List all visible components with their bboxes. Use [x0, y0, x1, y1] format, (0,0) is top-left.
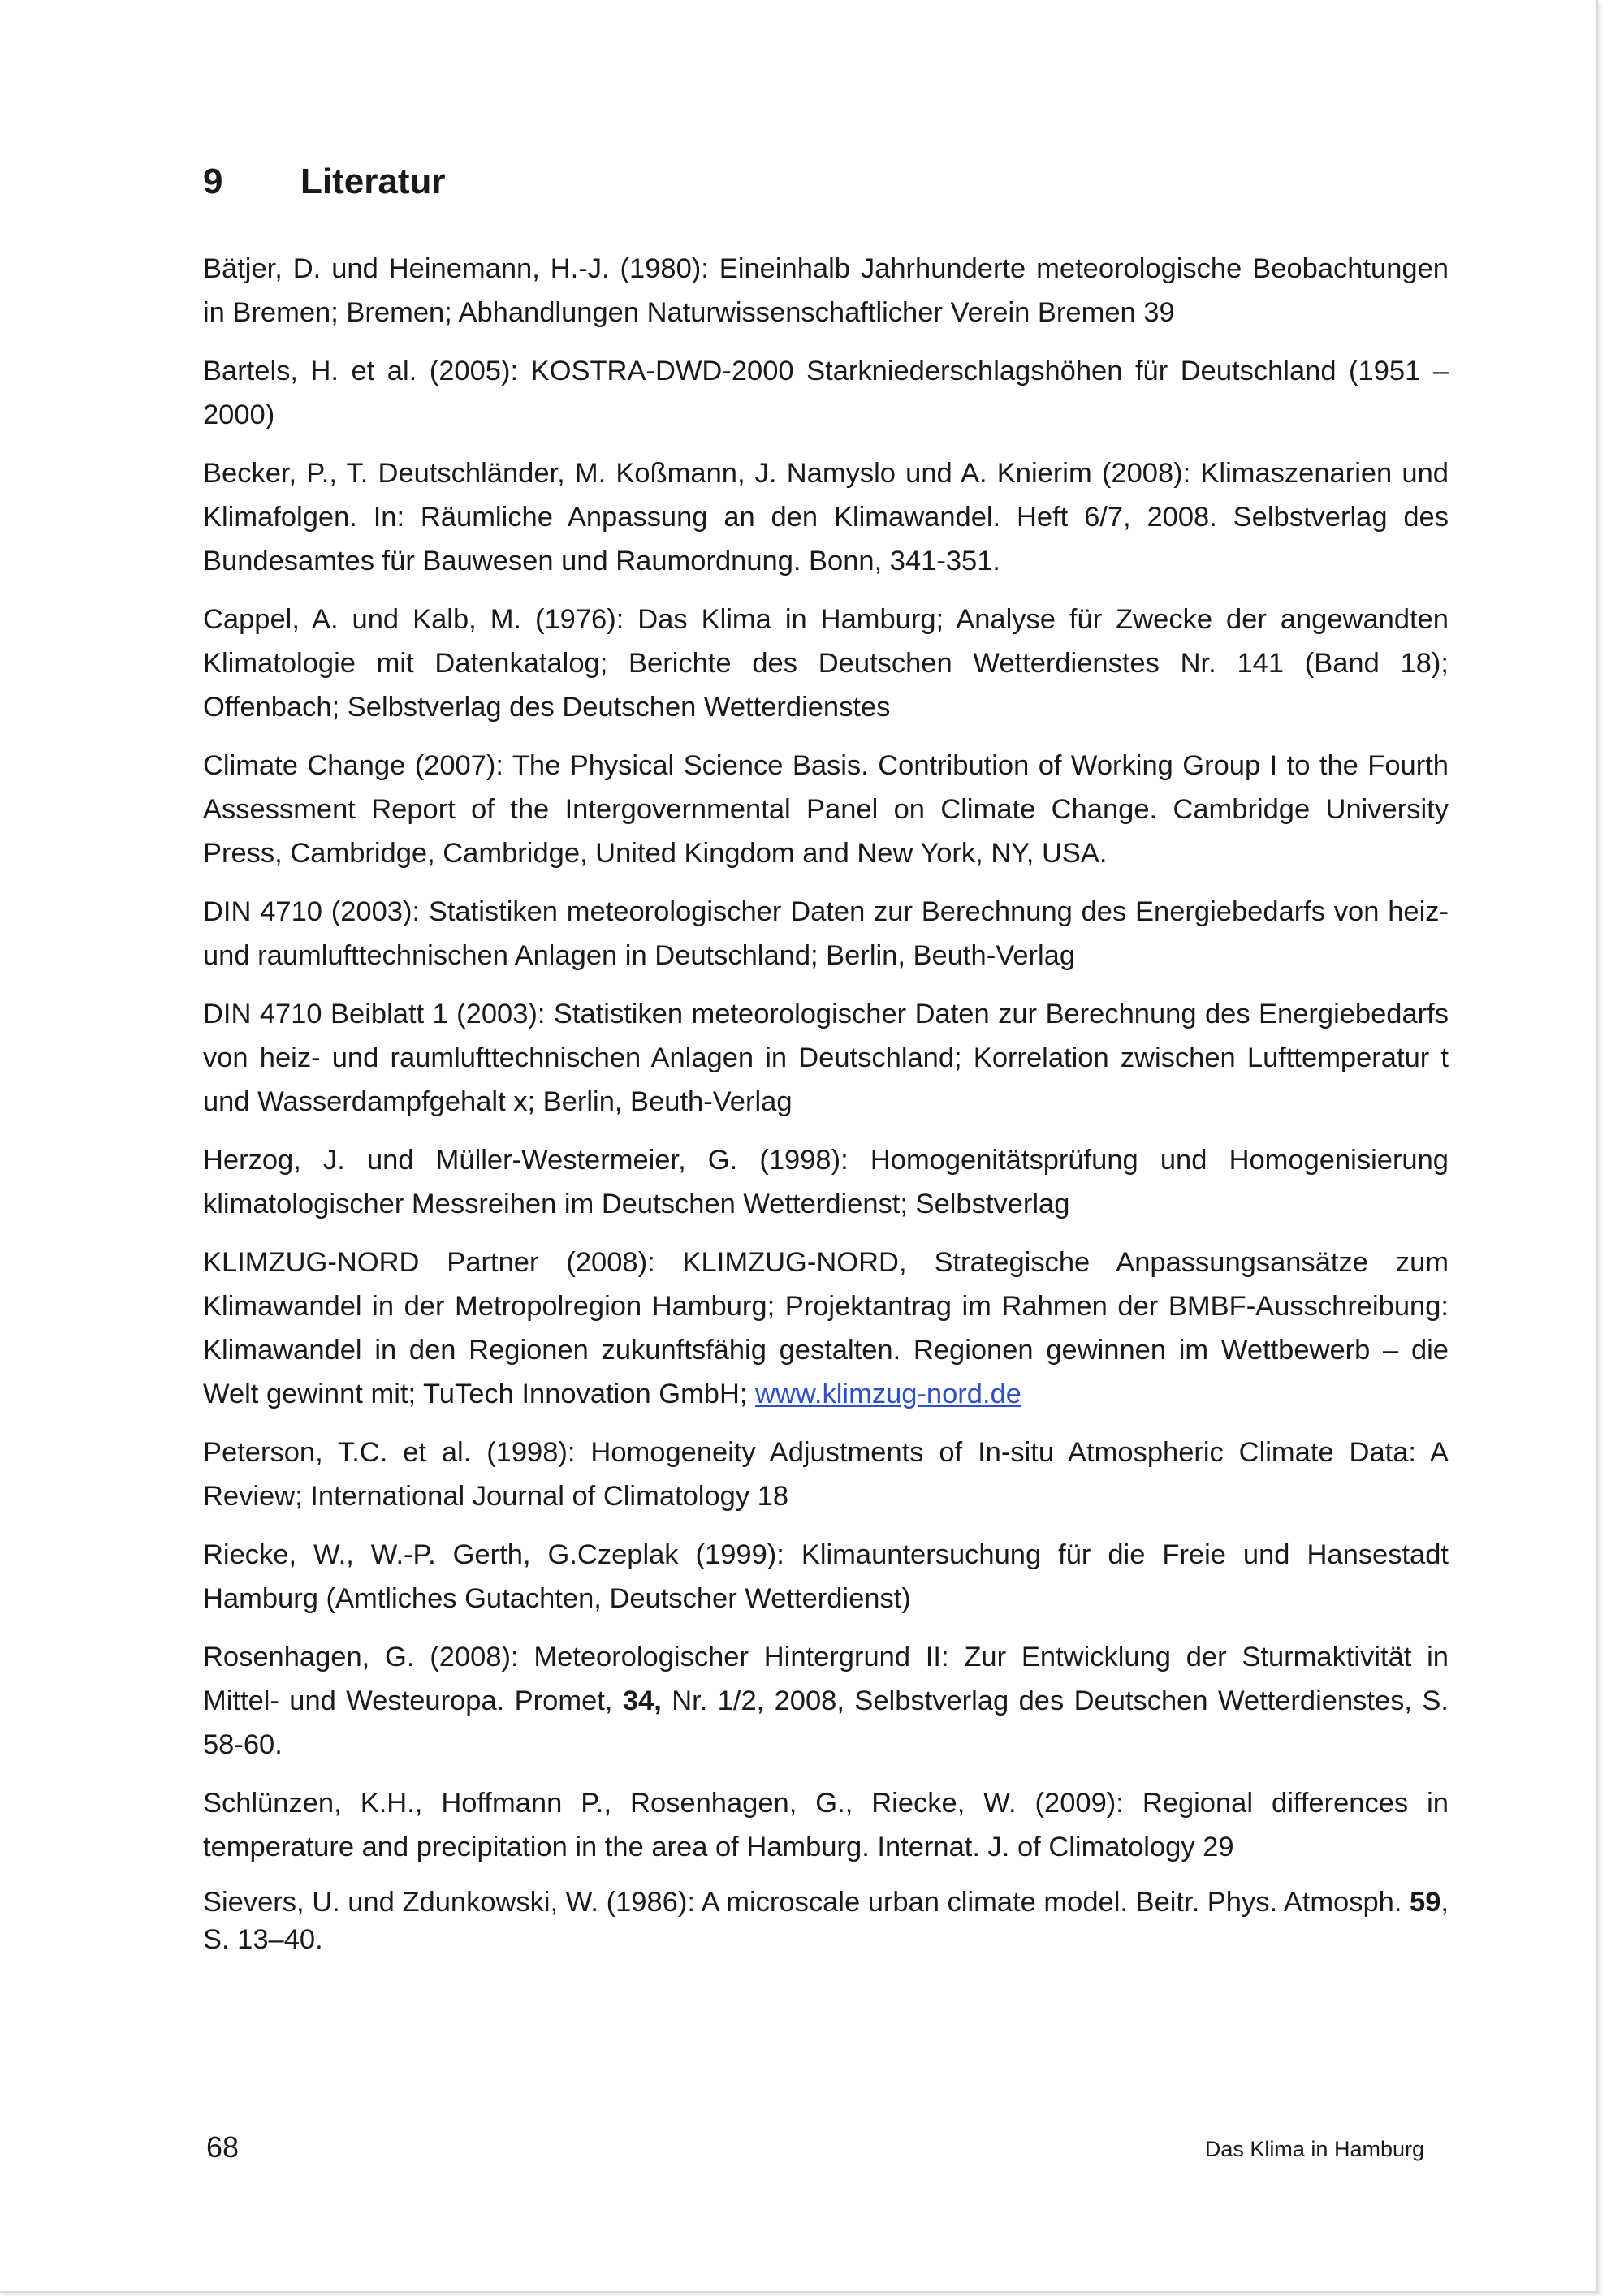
reference-text: Herzog, J. und Müller-Westermeier, G. (1998): Homogenitätsprüfung und Homogenisierung klimatologischer Messreihen im Deutschen Wetterdienst; Selbstverlag: [203, 1145, 1449, 1219]
reference-link[interactable]: www.klimzug-nord.de: [755, 1379, 1021, 1409]
reference-text: Sievers, U. und Zdunkowski, W. (1986): A microscale urban climate model. Beitr. Phys. Atmosph.: [203, 1887, 1410, 1918]
reference-text: Becker, P., T. Deutschländer, M. Koßmann, J. Namyslo und A. Knierim (2008): Klimaszenarien und Klimafolgen. In: Räumliche Anpassung an den Klimawandel. Heft 6/7, 2008. Selbstverlag des Bundesamtes für Bauwesen und Raumordnung. Bonn, 341-351.: [203, 458, 1449, 576]
reference-item: [203, 451, 1449, 583]
reference-item: [203, 1431, 1449, 1518]
reference-item: [203, 1884, 1449, 1958]
reference-text-rest: , S. 13–40.: [203, 1887, 1449, 1955]
section-heading: [203, 159, 445, 205]
reference-text: Riecke, W., W.-P. Gerth, G.Czeplak (1999): Klimauntersuchung für die Freie und Hansestadt Hamburg (Amtliches Gutachten, Deutscher Wetterdienst): [203, 1539, 1449, 1614]
reference-item: [203, 1533, 1449, 1621]
reference-text-rest: Nr. 1/2, 2008, Selbstverlag des Deutschen Wetterdienstes, S. 58-60.: [203, 1685, 1449, 1760]
reference-text: Peterson, T.C. et al. (1998): Homogeneity Adjustments of In-situ Atmospheric Climate Data: A Review; International Journal of Climatology 18: [203, 1437, 1449, 1512]
reference-text: DIN 4710 (2003): Statistiken meteorologischer Daten zur Berechnung des Energiebedarfs von heiz- und raumlufttechnischen Anlagen in Deutschland; Berlin, Beuth-Verlag: [203, 896, 1449, 971]
reference-text: Schlünzen, K.H., Hoffmann P., Rosenhagen, G., Riecke, W. (2009): Regional differences in temperature and precipitation in the area of Hamburg. Internat. J. of Climatology 29: [203, 1788, 1449, 1862]
reference-item: [203, 890, 1449, 978]
reference-item: [203, 1138, 1449, 1226]
page-number: 68: [206, 2130, 240, 2164]
section-title: Literatur: [300, 162, 446, 201]
reference-list: [203, 247, 1449, 1973]
reference-text: Rosenhagen, G. (2008): Meteorologischer Hintergrund II: Zur Entwicklung der Sturmaktivität in Mittel- und Westeuropa. Promet,: [203, 1642, 1449, 1716]
reference-item: [203, 1241, 1449, 1416]
reference-item: [203, 598, 1449, 729]
footer-title: Das Klima in Hamburg: [1204, 2137, 1424, 2161]
reference-text: Bätjer, D. und Heinemann, H.-J. (1980): Eineinhalb Jahrhunderte meteorologische Beobachtungen in Bremen; Bremen; Abhandlungen Naturwissenschaftlicher Verein Bremen 39: [203, 253, 1449, 328]
reference-text: Bartels, H. et al. (2005): KOSTRA-DWD-2000 Starkniederschlagshöhen für Deutschland (1951 – 2000): [203, 356, 1449, 430]
reference-item: [203, 1781, 1449, 1869]
reference-item: [203, 247, 1449, 334]
reference-text: Climate Change (2007): The Physical Science Basis. Contribution of Working Group I to the Fourth Assessment Report of the Intergovernmental Panel on Climate Change. Cambridge University Press, Cambridge, Cambridge, United Kingdom and New York, NY, USA.: [203, 750, 1449, 869]
reference-volume: 34,: [622, 1685, 662, 1716]
reference-item: [203, 349, 1449, 437]
reference-text: DIN 4710 Beiblatt 1 (2003): Statistiken meteorologischer Daten zur Berechnung des Energiebedarfs von heiz- und raumlufttechnischen Anlagen in Deutschland; Korrelation zwischen Lufttemperatur t und Wasserdampfgehalt x; Berlin, Beuth-Verlag: [203, 999, 1449, 1117]
reference-text: KLIMZUG-NORD Partner (2008): KLIMZUG-NORD, Strategische Anpassungsansätze zum Klimawandel in der Metropolregion Hamburg; Projektantrag im Rahmen der BMBF-Ausschreibung: Klimawandel in den Regionen zukunftsfähig gestalten. Regionen gewinnen im Wettbewerb – die Welt gewinnt mit; TuTech Innovation GmbH;: [203, 1247, 1449, 1409]
reference-text: Cappel, A. und Kalb, M. (1976): Das Klima in Hamburg; Analyse für Zwecke der angewandten Klimatologie mit Datenkatalog; Berichte des Deutschen Wetterdienstes Nr. 141 (Band 18); Offenbach; Selbstverlag des Deutschen Wetterdienstes: [203, 604, 1449, 723]
reference-item: [203, 1635, 1449, 1767]
reference-item: [203, 992, 1449, 1124]
section-number: 9: [203, 162, 223, 201]
reference-item: [203, 744, 1449, 875]
reference-volume: 59: [1410, 1887, 1441, 1918]
